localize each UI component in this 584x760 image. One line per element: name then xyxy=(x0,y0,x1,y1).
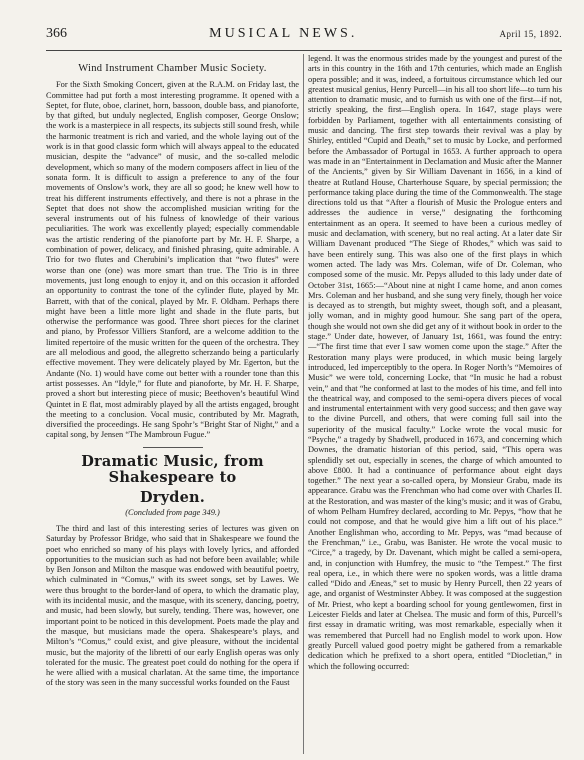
left-column xyxy=(46,54,299,754)
page-header xyxy=(46,26,562,48)
publication-title: MUSICAL NEWS. xyxy=(209,26,358,41)
lecture-continued-paragraph: legend. It was the enormous strides made by the youngest and purest of the arts in this country in the 16th and 17th centuries, which made an English opera possible; and it was, indeed, a fortuitous circumstance which led our greatest musical genius, Henry Purcell—in his all too short life—to turn his attention to dramatic music, and to furnish us with one of the first—if not, strictly speaking, the first—English opera. In 1647, stage plays were forbidden by Parliament, together with all entertainments consisting of music and dancing. The first step towards their revival was a play by Shirley, entitled “Cupid and Death,” set to music by Locke, and performed before the Ambassador of Portugal in 1653. A further approach to opera was made in an “Entertainment in Declamation and Music after the Manner of the Ancients,” given by Sir William Davenant in 1656, in a kind of theatre at Rutland House, Charterhouse Square, by special permission; the performance taking place during the time of the Commonwealth. The stage directions told us that “After a flourish of Music the Prologue enters and addresses the audience in verse,” designating the forthcoming entertainment as an opera. It seemed to have been a curious medley of music and declamation, with scenery, but no real acting. At a later date Sir William Davenant produced “The Siege of Rhodes,” which was said to have been entirely sung. This was also one of the first plays in which women acted. The lady was Mrs. Coleman, wife of Dr. Coleman, who composed some of the music. Mr. Pepys alluded to this lady under date of October 31st, 1665:—“About nine at night I came home, and anon comes Mrs. Coleman and her husband, and she sung very finely, though her voice is decayed as to strength, but mighty sweet, though soft, and a pleasant, jolly woman, and in mighty good humour. She sang part of the opera, though she would not own she did get any of it without book in order to the stage.” Under date, however, of January 1st, 1661, was found the entry:—“The first time that ever I saw women come upon the stage.” After the Restoration many plays were produced, in which music being largely introduced, led imperceptibly to the opera. In Roger North’s “Memoires of Music” we were told, concerning Locke, that “In music he had a robust vein,” and that “he conformed at last to the modes of his time, and fell into the theatrical way, and composed to the semi-opera divers pieces of vocal and instrumental entertainment with very good success; and then gave way to the divine Purcell, and others, that were coming full sail into the superiority of the musical faculty.” Locke wrote the vocal music for “Psyche,” a tragedy by Shadwell, produced in 1673, and concerning which Downes, the dramatic historian of this period, said, “This opera was splendidly set out, especially in scenes, the charge of which amounted to above £800. It had a continuance of performance about eight days together.” The next year a so-called opera, by Monsieur Grabu, made its appearance. Grabu was the Frenchman who had come over with Charles II. at the Restoration, and was master of the king’s music; and it was of Grabu, of whom Pelham Humfrey declared, according to Mr. Pepys, “how that he could not compose, and that he would give him a lift out of his place.” Another Englishman who, according to Mr. Pepys, was “mad because of the Frenchman,” i.e., Grabu, was Banister. He wrote the vocal music to “Circe,” a tragedy, by Dr. Davenant, which might be called a semi-opera, and, in conjunction with Humfrey, the music to “the Tempest.” The first real opera, i.e., in which there were no spoken words, was a little drama called “Dido and Æneas,” set to music by Henry Purcell, then 22 years of age, and organist of Westminster Abbey. It was composed at the suggestion of Mr. Priest, who kept a boarding school for young gentlewomen, first in Leicester Fields and later at Chelsea. The music and form of this, Purcell’s first essay in dramatic writing, was most remarkable, especially when it was remembered that Purcell had no English model to work upon. How greatly Purcell valued good poetry might be gathered from a remarkable dedication which he prefixed to a short opera, entitled “Diocletian,” in which the following occurred: xyxy=(308,54,562,671)
section-divider xyxy=(143,447,203,448)
page-number: 366 xyxy=(46,26,67,41)
article-subtitle: (Concluded from page 349.) xyxy=(125,507,220,517)
right-column xyxy=(308,54,562,754)
issue-date: April 15, 1892. xyxy=(499,29,562,39)
article-title-line2: Dryden. xyxy=(140,488,205,506)
concert-review-paragraph: For the Sixth Smoking Concert, given at the R.A.M. on Friday last, the Committee had put forth a most interesting programme. It opened with a Septet, for flute, oboe, clarinet, horn, bassoon, double bass, and pianoforte, by that gifted, but unduly neglected, English composer, George Onslow; the work is a masterpiece in all respects, its subjects still sound fresh, while the harmonic treatment is rich and varied, and the whole laying out of the work is in that good classic form which will always appeal to the educated musician, despite the “advance” of music, and the so-called melodic development, which so many of the modern composers affect in lieu of the sonata form. It is difficult to assign a preference to any of the four movements of Onslow’s work, they are all so good; he knew well how to treat his different instruments effectively, and there is not a phrase in the Septet that does not show the accomplished musician writing for the several instruments out of his fulness of knowledge of their various peculiarities. The work was excellently played; especially commendable was the artistic rendering of the pianoforte part by Mr. H. F. Sharpe, a combination of power, delicacy, and finished phrasing, quite admirable. A Trio for two flutes and Cherubini’s implication that “two flutes” were worse than one (one) was more smart than true. The Trio is in three movements, just long enough to enjoy it, and on this occasion it afforded an opportunity to contrast the tone of the cylinder flute, played by Mr. Barrett, with that of the conical, played by Mr. F. Oldham. Perhaps there might have been a little more light and shade in the flute parts, but otherwise the performance was good. Three short pieces for the clarinet and piano, by Professor Villiers Stanford, are a welcome addition to the limited repertoire of the music written for the queen of the orchestra. They are all melodious and good, the allegretto scherzando being a particularly effective movement. They were delicately played by Mr. Egerton, but the Andante (No. 1) would have come out better with a rounder tone than this artist possesses. An “Idyle,” for flute and pianoforte, by Mr. H. F. Sharpe, proved a short but interesting piece of music; Beethoven’s beautiful Wind Quintet in E flat, most admirably played by all the artists engaged, brought the meeting to a conclusion. Vocal music, contributed by Mr. Magrath, diversified the proceedings. He sang Spohr’s “Bright Star of Night,” and a capital song, by Jensen “The Mambroun Fugue.” xyxy=(46,80,299,440)
section-title: Wind Instrument Chamber Music Society. xyxy=(78,63,267,74)
article-title-line1: Dramatic Music, from Shakespeare to xyxy=(81,452,264,486)
header-rule xyxy=(46,50,562,51)
lecture-paragraph: The third and last of this interesting series of lectures was given on Saturday by Professor Bridge, who said that in Shakespeare we found the poet who enriched so many of his plays with lovely lyrics, and afforded opportunities to the musician such as had not before been available; while by Ben Jonson and Milton the masque was endowed with beautiful poetry, which culminated in “Comus,” with its sweet songs, set by Lawes. We were thus brought to the border-land of opera, to which the dramatic play, with its incidental music, and the masque, with its scenery, dancing, poetry, and music, had been slowly, but surely, tending. There was, however, one important point to be noticed in this development. Poets made the play and the masque, but musicians made the opera. Shakespeare’s plays, and Milton’s “Comus,” could exist, and give pleasure, without the incidental music, but the majority of the libretti of our early English operas was only tolerated for the music. The greatest poet could do nothing for the opera if he were allied with a musical charlatan. At the same time, the importance of the story was seen in the many successful works founded on the Faust xyxy=(46,523,299,688)
column-divider xyxy=(303,54,304,754)
